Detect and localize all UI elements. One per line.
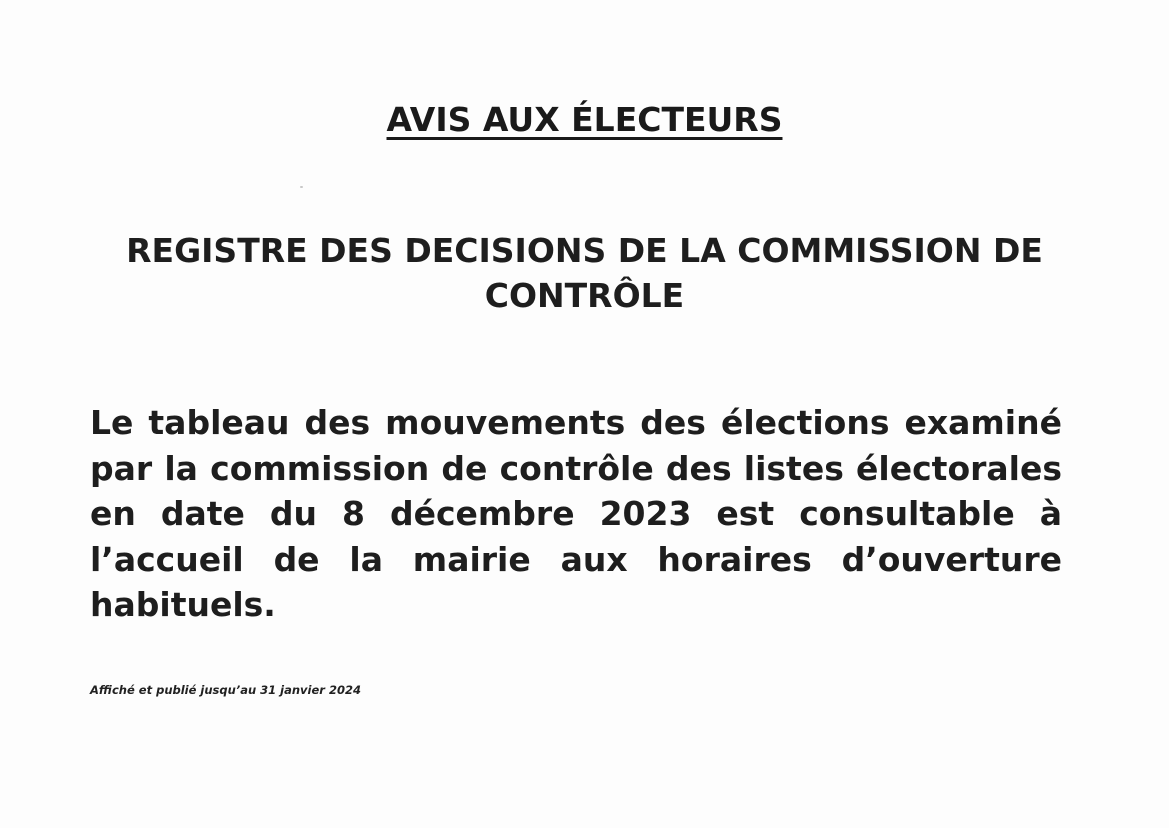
scan-speck xyxy=(300,186,303,188)
notice-subtitle: REGISTRE DES DECISIONS DE LA COMMISSION DE CONTRÔLE xyxy=(126,231,1043,315)
publication-note: Affiché et publié jusqu’au 31 janvier 2024 xyxy=(90,683,361,697)
notice-title xyxy=(0,100,1169,139)
notice-body: Le tableau des mouvements des élections examiné par la commission de contrôle des listes électorales en date du 8 décembre 2023 est consultable à l’accueil de la mairie aux horaires d’ouverture habituels. xyxy=(90,403,1062,624)
notice-title-text: AVIS AUX ÉLECTEURS xyxy=(386,100,783,139)
